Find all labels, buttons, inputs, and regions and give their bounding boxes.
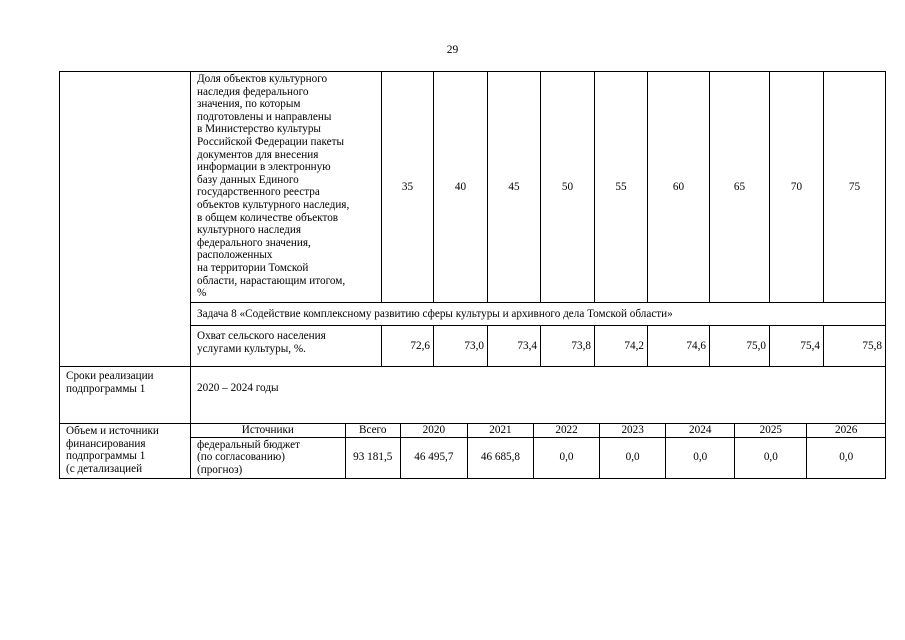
- indicator-value: 45: [488, 72, 541, 303]
- source-line: федеральный бюджет: [197, 438, 300, 451]
- desc-line: наследия федерального: [197, 85, 309, 98]
- desc-line: Доля объектов культурного: [197, 73, 328, 85]
- program-passport-table: [59, 71, 886, 479]
- rural-coverage-value: 73,4: [488, 326, 541, 367]
- indicator-value: 55: [595, 72, 648, 303]
- amount-cell: 0,0: [600, 437, 666, 477]
- desc-line: значения, по которым: [197, 98, 301, 111]
- header-cell: 2020: [400, 424, 467, 437]
- indicator-description: [191, 72, 382, 303]
- desc-line: подготовлены и направлены: [197, 110, 332, 123]
- rural-coverage-value: 74,6: [648, 326, 710, 367]
- header-cell: 2021: [467, 424, 533, 437]
- indicator-value: 50: [541, 72, 595, 303]
- empty-label-cell: [60, 72, 191, 367]
- indicator-value: 60: [648, 72, 710, 303]
- financing-label: [60, 424, 191, 478]
- rural-coverage-value: 73,8: [541, 326, 595, 367]
- financing-header-row: [191, 424, 885, 437]
- label-line: (с детализацией: [66, 463, 143, 476]
- desc-line: Российской Федерации пакеты: [197, 135, 345, 148]
- source-cell: [191, 437, 345, 477]
- period-row: [60, 367, 886, 424]
- desc-line: Охват сельского населения: [197, 330, 326, 343]
- desc-line: документов для внесения: [197, 148, 319, 161]
- label-line: подпрограммы 1: [66, 382, 146, 395]
- indicator-value: 40: [434, 72, 488, 303]
- header-cell: 2026: [807, 424, 885, 437]
- indicator-value: 35: [382, 72, 434, 303]
- desc-line: объектов культурного наследия,: [197, 198, 350, 211]
- desc-line: на территории Томской: [197, 261, 309, 274]
- header-cell: 2024: [666, 424, 735, 437]
- amount-cell: 46 495,7: [400, 437, 467, 477]
- header-cell: Всего: [345, 424, 400, 437]
- source-line: (прогноз): [197, 464, 243, 477]
- desc-line: услугами культуры, %.: [197, 342, 306, 355]
- desc-line: в общем количестве объектов: [197, 211, 339, 224]
- indicator-row: [60, 72, 886, 303]
- task-title: Задача 8 «Содействие комплексному развитию сферы культуры и архивного дела Томской области»: [191, 302, 886, 326]
- rural-coverage-value: 75,0: [710, 326, 770, 367]
- desc-line: государственного реестра: [197, 186, 320, 199]
- desc-line: базу данных Единого: [197, 173, 299, 186]
- rural-coverage-value: 74,2: [595, 326, 648, 367]
- desc-line: расположенных: [197, 249, 273, 262]
- period-label: [60, 367, 191, 424]
- header-cell: 2025: [735, 424, 807, 437]
- header-cell: 2023: [600, 424, 666, 437]
- rural-coverage-value: 75,4: [770, 326, 824, 367]
- rural-coverage-value: 72,6: [382, 326, 434, 367]
- amount-cell: 0,0: [735, 437, 807, 477]
- page-number: 29: [446, 44, 459, 56]
- amount-cell: 93 181,5: [345, 437, 400, 477]
- financing-table-cell: [191, 424, 886, 478]
- rural-coverage-value: 75,8: [824, 326, 886, 367]
- label-line: подпрограммы 1: [66, 450, 146, 463]
- desc-line: федерального значения,: [197, 236, 311, 249]
- header-cell: Источники: [191, 424, 345, 437]
- label-line: финансирования: [66, 437, 146, 450]
- financing-data-row: [191, 437, 885, 477]
- amount-cell: 0,0: [666, 437, 735, 477]
- indicator-value: 70: [770, 72, 824, 303]
- financing-table: [191, 424, 885, 477]
- label-line: Объем и источники: [66, 425, 159, 438]
- desc-line: %: [197, 287, 207, 300]
- period-value: 2020 – 2024 годы: [191, 367, 886, 424]
- source-line: (по согласованию): [197, 451, 285, 464]
- desc-line: в Министерство культуры: [197, 123, 321, 136]
- financing-row: [60, 424, 886, 478]
- header-cell: 2022: [533, 424, 599, 437]
- indicator-value: 65: [710, 72, 770, 303]
- rural-coverage-description: [191, 326, 382, 367]
- desc-line: области, нарастающим итогом,: [197, 274, 346, 287]
- amount-cell: 0,0: [533, 437, 599, 477]
- rural-coverage-value: 73,0: [434, 326, 488, 367]
- desc-line: культурного наследия: [197, 224, 301, 237]
- amount-cell: 46 685,8: [467, 437, 533, 477]
- label-line: Сроки реализации: [66, 370, 154, 383]
- indicator-value: 75: [824, 72, 886, 303]
- desc-line: информации в электронную: [197, 161, 331, 174]
- amount-cell: 0,0: [807, 437, 885, 477]
